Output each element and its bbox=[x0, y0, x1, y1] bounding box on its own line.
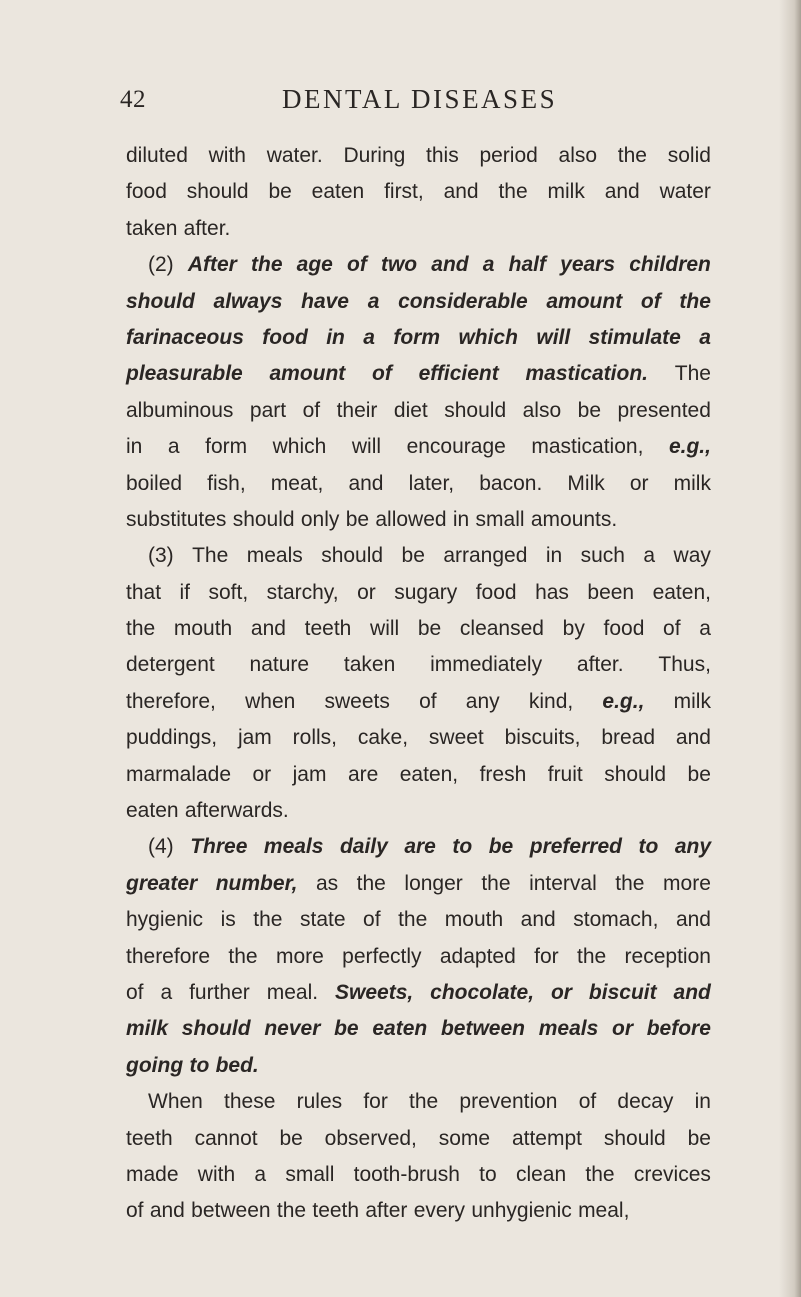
word: two bbox=[380, 253, 418, 277]
word: crevices bbox=[633, 1162, 711, 1186]
word: have bbox=[301, 289, 349, 313]
word: mastication. bbox=[525, 362, 649, 386]
text-line bbox=[126, 138, 711, 174]
word: and bbox=[443, 180, 479, 204]
word: a bbox=[699, 325, 711, 349]
word: prevention bbox=[459, 1090, 558, 1114]
word: substitutes bbox=[126, 507, 227, 531]
word: the bbox=[615, 871, 645, 895]
word: decay bbox=[617, 1090, 674, 1114]
word: afterwards. bbox=[184, 799, 289, 823]
word: food bbox=[126, 180, 167, 204]
word: perfectly bbox=[342, 944, 422, 968]
word: in bbox=[545, 544, 563, 568]
word: of bbox=[363, 908, 381, 932]
word: also bbox=[522, 398, 562, 422]
text-line bbox=[126, 1048, 711, 1084]
text-line bbox=[126, 1121, 711, 1157]
word: a bbox=[367, 289, 380, 313]
word: mouth bbox=[173, 617, 233, 641]
word: stomach, bbox=[573, 908, 659, 932]
word: amounts. bbox=[530, 507, 618, 531]
word: food bbox=[262, 325, 308, 349]
word: adapted bbox=[439, 944, 516, 968]
word: therefore bbox=[126, 944, 211, 968]
word: more bbox=[275, 944, 324, 968]
word: any bbox=[465, 689, 500, 713]
word: number, bbox=[215, 871, 298, 895]
word: Three bbox=[190, 835, 248, 859]
text-line bbox=[126, 1157, 711, 1193]
text-line bbox=[126, 684, 711, 720]
word: milk bbox=[673, 471, 711, 495]
word: daily bbox=[339, 835, 388, 859]
word: this bbox=[426, 144, 459, 167]
word: and bbox=[348, 471, 384, 495]
word: be bbox=[345, 507, 370, 531]
word: or bbox=[550, 980, 572, 1004]
word: these bbox=[224, 1090, 276, 1114]
text-line bbox=[126, 247, 711, 283]
text-line bbox=[126, 466, 711, 502]
word: any bbox=[674, 835, 711, 859]
word: sweets bbox=[324, 689, 390, 713]
word: of bbox=[347, 253, 367, 277]
text-line bbox=[126, 356, 711, 392]
word: a bbox=[482, 253, 495, 277]
word: pleasurable bbox=[126, 362, 243, 386]
word: mastication, bbox=[531, 435, 644, 459]
word: The bbox=[192, 544, 229, 568]
page-header bbox=[120, 80, 720, 120]
word: should bbox=[444, 398, 507, 422]
text-line bbox=[126, 538, 711, 574]
word: milk bbox=[547, 180, 585, 204]
word: farinaceous bbox=[126, 325, 244, 349]
word: eaten bbox=[311, 180, 365, 204]
word: to bbox=[638, 835, 659, 859]
word: interval bbox=[529, 871, 597, 895]
word: biscuit bbox=[588, 980, 657, 1004]
text-line bbox=[126, 757, 711, 793]
word: the bbox=[585, 1162, 615, 1186]
word: and bbox=[431, 253, 469, 277]
running-title: DENTAL DISEASES bbox=[282, 84, 558, 114]
word: (4) bbox=[148, 835, 174, 859]
word: chocolate, bbox=[430, 980, 535, 1004]
word: bacon. bbox=[479, 471, 543, 495]
word: water bbox=[659, 180, 711, 204]
word: stimulate bbox=[588, 325, 681, 349]
word: hygienic bbox=[126, 908, 204, 932]
word: if bbox=[179, 580, 190, 604]
word: food bbox=[475, 580, 517, 604]
word: the bbox=[228, 944, 258, 968]
word: that bbox=[126, 580, 162, 604]
word: a bbox=[160, 980, 173, 1004]
word: or bbox=[252, 762, 272, 786]
word: soft, bbox=[208, 580, 249, 604]
word: puddings, bbox=[126, 726, 218, 750]
word: for bbox=[363, 1090, 388, 1114]
word: and bbox=[673, 980, 711, 1004]
word: or bbox=[357, 580, 376, 604]
text-line bbox=[126, 1193, 711, 1229]
word: sugary bbox=[394, 580, 458, 604]
text-line bbox=[126, 829, 711, 865]
word: the bbox=[126, 617, 156, 641]
word: rolls, bbox=[292, 726, 337, 750]
word: only bbox=[300, 507, 340, 531]
page-number: 42 bbox=[120, 86, 146, 113]
word: made bbox=[126, 1162, 179, 1186]
word: biscuits, bbox=[504, 726, 581, 750]
word: When bbox=[148, 1090, 203, 1114]
word: the bbox=[498, 180, 528, 204]
word: boiled bbox=[126, 471, 183, 495]
word: age bbox=[296, 253, 333, 277]
text-line bbox=[126, 793, 711, 829]
word: with bbox=[208, 144, 246, 167]
word: eaten bbox=[372, 1017, 428, 1041]
word: first, bbox=[384, 180, 424, 204]
word: immediately bbox=[430, 653, 543, 677]
word: be bbox=[687, 762, 711, 786]
word: of bbox=[126, 1199, 144, 1223]
word: which bbox=[272, 435, 327, 459]
word: solid bbox=[667, 144, 711, 167]
word: is bbox=[220, 908, 236, 932]
text-line bbox=[126, 284, 711, 320]
word: always bbox=[213, 289, 283, 313]
word: milk bbox=[673, 689, 711, 713]
word: or bbox=[612, 1017, 633, 1041]
word: and bbox=[675, 726, 711, 750]
word: bread bbox=[601, 726, 656, 750]
word: as bbox=[315, 871, 339, 895]
word: diet bbox=[393, 398, 428, 422]
word: with bbox=[197, 1162, 236, 1186]
word: arranged bbox=[443, 544, 528, 568]
word: should bbox=[321, 544, 384, 568]
word: of bbox=[640, 289, 661, 313]
text-line bbox=[126, 647, 711, 683]
page-edge-shadow bbox=[779, 0, 801, 1297]
word: should bbox=[603, 1126, 666, 1150]
word: taken bbox=[126, 216, 178, 240]
word: greater bbox=[126, 871, 198, 895]
word: part bbox=[249, 398, 287, 422]
word: of bbox=[578, 1090, 597, 1114]
word: meals bbox=[246, 544, 303, 568]
word: meal. bbox=[266, 980, 319, 1004]
word: after. bbox=[576, 653, 624, 677]
word: reception bbox=[624, 944, 711, 968]
word: starchy, bbox=[266, 580, 339, 604]
word: be bbox=[401, 544, 425, 568]
word: teeth bbox=[304, 617, 352, 641]
text-line bbox=[126, 211, 711, 247]
word: in bbox=[326, 325, 345, 349]
body-text bbox=[126, 138, 711, 1230]
word: half bbox=[508, 253, 546, 277]
word: between bbox=[191, 1199, 271, 1223]
word: in bbox=[126, 435, 143, 459]
text-line bbox=[126, 975, 711, 1011]
word: be bbox=[279, 1126, 303, 1150]
word: should bbox=[232, 507, 295, 531]
word: the bbox=[617, 144, 647, 167]
word: presented bbox=[617, 398, 711, 422]
word: be bbox=[488, 835, 514, 859]
text-line bbox=[126, 939, 711, 975]
word: The bbox=[674, 362, 711, 386]
word: of bbox=[302, 398, 321, 422]
word: to bbox=[452, 835, 473, 859]
word: a bbox=[167, 435, 180, 459]
word: and bbox=[604, 180, 640, 204]
word: During bbox=[343, 144, 406, 167]
word: be bbox=[268, 180, 292, 204]
word: to bbox=[189, 1053, 210, 1077]
word: of bbox=[419, 689, 437, 713]
word: water. bbox=[266, 144, 323, 167]
word: more bbox=[663, 871, 711, 895]
word: in bbox=[452, 507, 470, 531]
word: attempt bbox=[511, 1126, 582, 1150]
word: by bbox=[562, 617, 585, 641]
word: detergent bbox=[126, 653, 215, 677]
word: eaten bbox=[126, 799, 179, 823]
text-line bbox=[126, 502, 711, 538]
word: be bbox=[334, 1017, 359, 1041]
word: albuminous bbox=[126, 398, 234, 422]
word: or bbox=[629, 471, 649, 495]
word: will bbox=[370, 617, 400, 641]
text-line bbox=[126, 611, 711, 647]
word: be bbox=[687, 1126, 711, 1150]
word: amount bbox=[546, 289, 623, 313]
word: of bbox=[372, 362, 392, 386]
word: kind, bbox=[528, 689, 574, 713]
word: After bbox=[187, 253, 237, 277]
word: between bbox=[440, 1017, 525, 1041]
word: observed, bbox=[324, 1126, 417, 1150]
word: after bbox=[365, 1199, 408, 1223]
word: unhygienic bbox=[471, 1199, 572, 1223]
word: form bbox=[205, 435, 248, 459]
word: teeth bbox=[312, 1199, 360, 1223]
word: the bbox=[276, 1199, 307, 1223]
word: Milk bbox=[567, 471, 605, 495]
word: a bbox=[699, 617, 711, 641]
word: jam bbox=[237, 726, 272, 750]
word: Sweets, bbox=[335, 980, 414, 1004]
word: meal, bbox=[578, 1199, 630, 1223]
word: further bbox=[189, 980, 250, 1004]
word: the bbox=[679, 289, 711, 313]
word: some bbox=[438, 1126, 491, 1150]
word: eaten, bbox=[399, 762, 459, 786]
word: a bbox=[254, 1162, 267, 1186]
word: never bbox=[264, 1017, 321, 1041]
word: sweet bbox=[428, 726, 484, 750]
text-line bbox=[126, 320, 711, 356]
word: such bbox=[580, 544, 625, 568]
word: and bbox=[250, 617, 286, 641]
word: (2) bbox=[148, 253, 174, 277]
word: and bbox=[520, 908, 556, 932]
word: meat, bbox=[270, 471, 324, 495]
word: also bbox=[558, 144, 598, 167]
word: the bbox=[356, 871, 386, 895]
word: food bbox=[603, 617, 645, 641]
word: a bbox=[643, 544, 656, 568]
word: meals bbox=[263, 835, 324, 859]
word: longer bbox=[404, 871, 463, 895]
word: efficient bbox=[418, 362, 499, 386]
word: preferred bbox=[529, 835, 622, 859]
word: should bbox=[181, 1017, 251, 1041]
word: years bbox=[560, 253, 616, 277]
word: of bbox=[663, 617, 681, 641]
word: should bbox=[604, 762, 667, 786]
word: allowed bbox=[375, 507, 447, 531]
word: has bbox=[535, 580, 569, 604]
word: fresh bbox=[479, 762, 527, 786]
word: the bbox=[251, 253, 283, 277]
word: are bbox=[404, 835, 436, 859]
word: the bbox=[409, 1090, 439, 1114]
word: the bbox=[398, 908, 428, 932]
word: e.g., bbox=[668, 435, 711, 459]
word: jam bbox=[292, 762, 327, 786]
word: should bbox=[126, 289, 195, 313]
word: later, bbox=[408, 471, 455, 495]
word: state bbox=[299, 908, 346, 932]
word: meals bbox=[538, 1017, 599, 1041]
word: way bbox=[673, 544, 711, 568]
word: and bbox=[675, 908, 711, 932]
word: marmalade bbox=[126, 762, 232, 786]
word: cleansed bbox=[459, 617, 544, 641]
word: their bbox=[336, 398, 378, 422]
word: be bbox=[577, 398, 601, 422]
text-line bbox=[126, 1011, 711, 1047]
word: will bbox=[351, 435, 382, 459]
word: amount bbox=[269, 362, 346, 386]
word: been bbox=[587, 580, 635, 604]
word: should bbox=[186, 180, 249, 204]
word: before bbox=[646, 1017, 711, 1041]
word: encourage bbox=[406, 435, 506, 459]
word: the bbox=[481, 871, 511, 895]
word: which bbox=[458, 325, 518, 349]
text-line bbox=[126, 393, 711, 429]
text-line bbox=[126, 866, 711, 902]
word: mouth bbox=[444, 908, 504, 932]
word: clean bbox=[515, 1162, 567, 1186]
word: small bbox=[285, 1162, 335, 1186]
word: tooth-brush bbox=[353, 1162, 460, 1186]
word: the bbox=[577, 944, 607, 968]
word: Thus, bbox=[658, 653, 711, 677]
word: (3) bbox=[148, 544, 174, 568]
word: milk bbox=[126, 1017, 169, 1041]
word: bed. bbox=[215, 1053, 259, 1077]
word: eaten, bbox=[652, 580, 711, 604]
word: fish, bbox=[207, 471, 246, 495]
text-line bbox=[126, 720, 711, 756]
word: therefore, bbox=[126, 689, 216, 713]
word: cannot bbox=[194, 1126, 258, 1150]
word: of bbox=[126, 980, 144, 1004]
word: nature bbox=[249, 653, 310, 677]
word: cake, bbox=[357, 726, 409, 750]
word: after. bbox=[183, 216, 231, 240]
word: will bbox=[536, 325, 571, 349]
word: be bbox=[417, 617, 442, 641]
word: small bbox=[475, 507, 525, 531]
word: considerable bbox=[398, 289, 528, 313]
text-line bbox=[126, 174, 711, 210]
word: e.g., bbox=[602, 689, 645, 713]
word: and bbox=[149, 1199, 185, 1223]
word: period bbox=[479, 144, 538, 167]
word: a bbox=[363, 325, 375, 349]
word: teeth bbox=[126, 1126, 173, 1150]
text-line bbox=[126, 429, 711, 465]
word: fruit bbox=[547, 762, 583, 786]
text-line bbox=[126, 1084, 711, 1120]
word: for bbox=[534, 944, 559, 968]
word: form bbox=[393, 325, 441, 349]
word: diluted bbox=[126, 144, 188, 167]
word: are bbox=[347, 762, 379, 786]
text-line bbox=[126, 575, 711, 611]
word: rules bbox=[296, 1090, 343, 1114]
word: to bbox=[479, 1162, 497, 1186]
word: taken bbox=[343, 653, 396, 677]
word: children bbox=[629, 253, 711, 277]
word: every bbox=[413, 1199, 466, 1223]
text-line bbox=[126, 902, 711, 938]
word: in bbox=[694, 1090, 711, 1114]
word: the bbox=[253, 908, 283, 932]
word: when bbox=[245, 689, 296, 713]
word: going bbox=[126, 1053, 184, 1077]
